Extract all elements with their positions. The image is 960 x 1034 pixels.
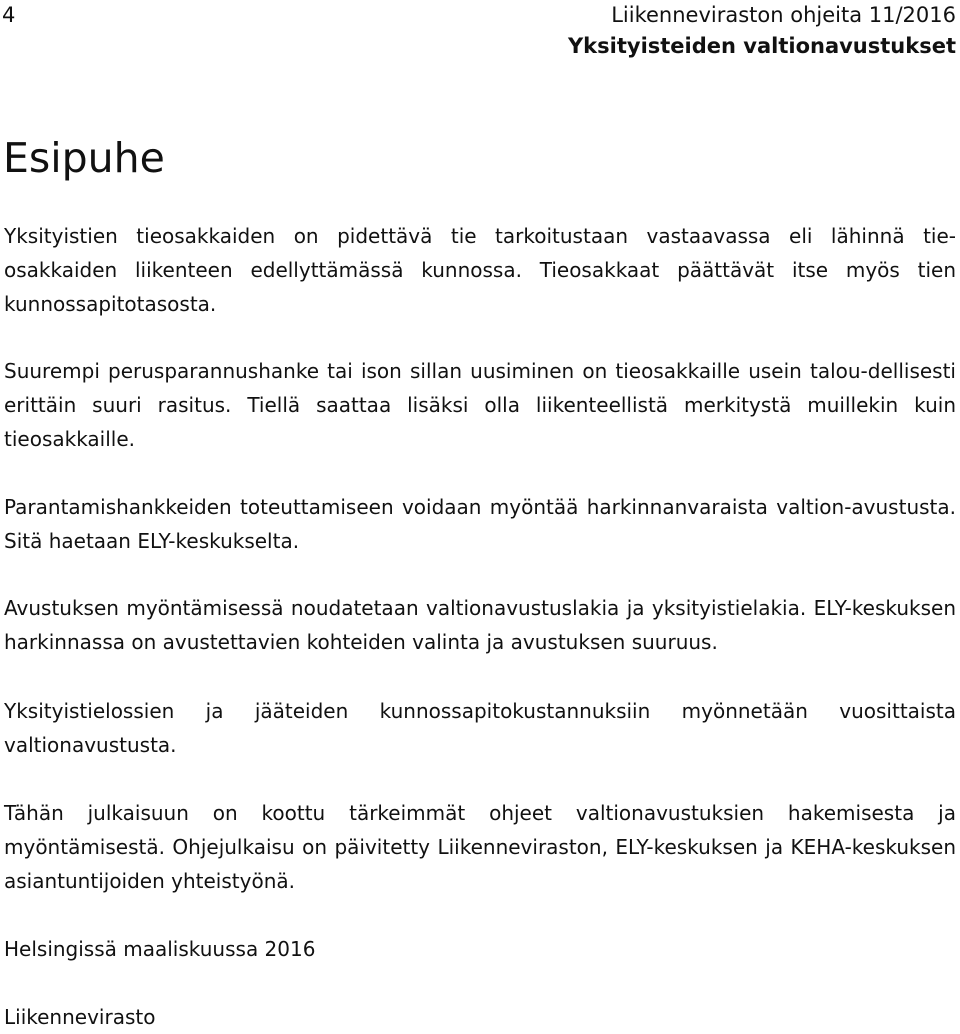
signature-place-date: Helsingissä maaliskuussa 2016	[4, 937, 316, 961]
paragraph-state-aid: Parantamishankkeiden toteuttamiseen voidaan myöntää harkinnanvaraista valtion-avustusta. Sitä haetaan ELY-keskukselta.	[4, 495, 956, 553]
paragraph-improvement-burden: Suurempi perusparannushanke tai ison sillan uusiminen on tieosakkaille usein talou-dellisesti erittäin suuri rasitus. Tiellä saattaa lisäksi olla liikenteellistä merkitystä muillekin kuin tieosakkaille.	[4, 359, 956, 451]
publication-title: Yksityisteiden valtionavustukset	[567, 34, 956, 58]
page-heading: Esipuhe	[3, 134, 165, 182]
paragraph-legislation: Avustuksen myöntämisessä noudatetaan valtionavustuslakia ja yksityistielakia. ELY-keskuksen harkinnassa on avustettavien kohteiden valinta ja avustuksen suuruus.	[4, 596, 956, 654]
page-number: 4	[2, 3, 16, 27]
paragraph-publication-info: Tähän julkaisuun on koottu tärkeimmät ohjeet valtionavustuksien hakemisesta ja myöntämisestä. Ohjejulkaisu on päivitetty Liikenneviraston, ELY-keskuksen ja KEHA-keskuksen asiantuntijoiden yhteistyönä.	[4, 801, 956, 893]
publication-series: Liikenneviraston ohjeita 11/2016	[611, 3, 956, 27]
signature-organization: Liikennevirasto	[4, 1005, 156, 1029]
paragraph-ferries-ice-roads: Yksityistielossien ja jääteiden kunnossapitokustannuksiin myönnetään vuosittaista valtionavustusta.	[4, 699, 956, 757]
paragraph-road-maintenance: Yksityistien tieosakkaiden on pidettävä tie tarkoitustaan vastaavassa eli lähinnä tie-osakkaiden liikenteen edellyttämässä kunnossa. Tieosakkaat päättävät itse myös tien kunnossapitotasosta.	[4, 224, 956, 316]
